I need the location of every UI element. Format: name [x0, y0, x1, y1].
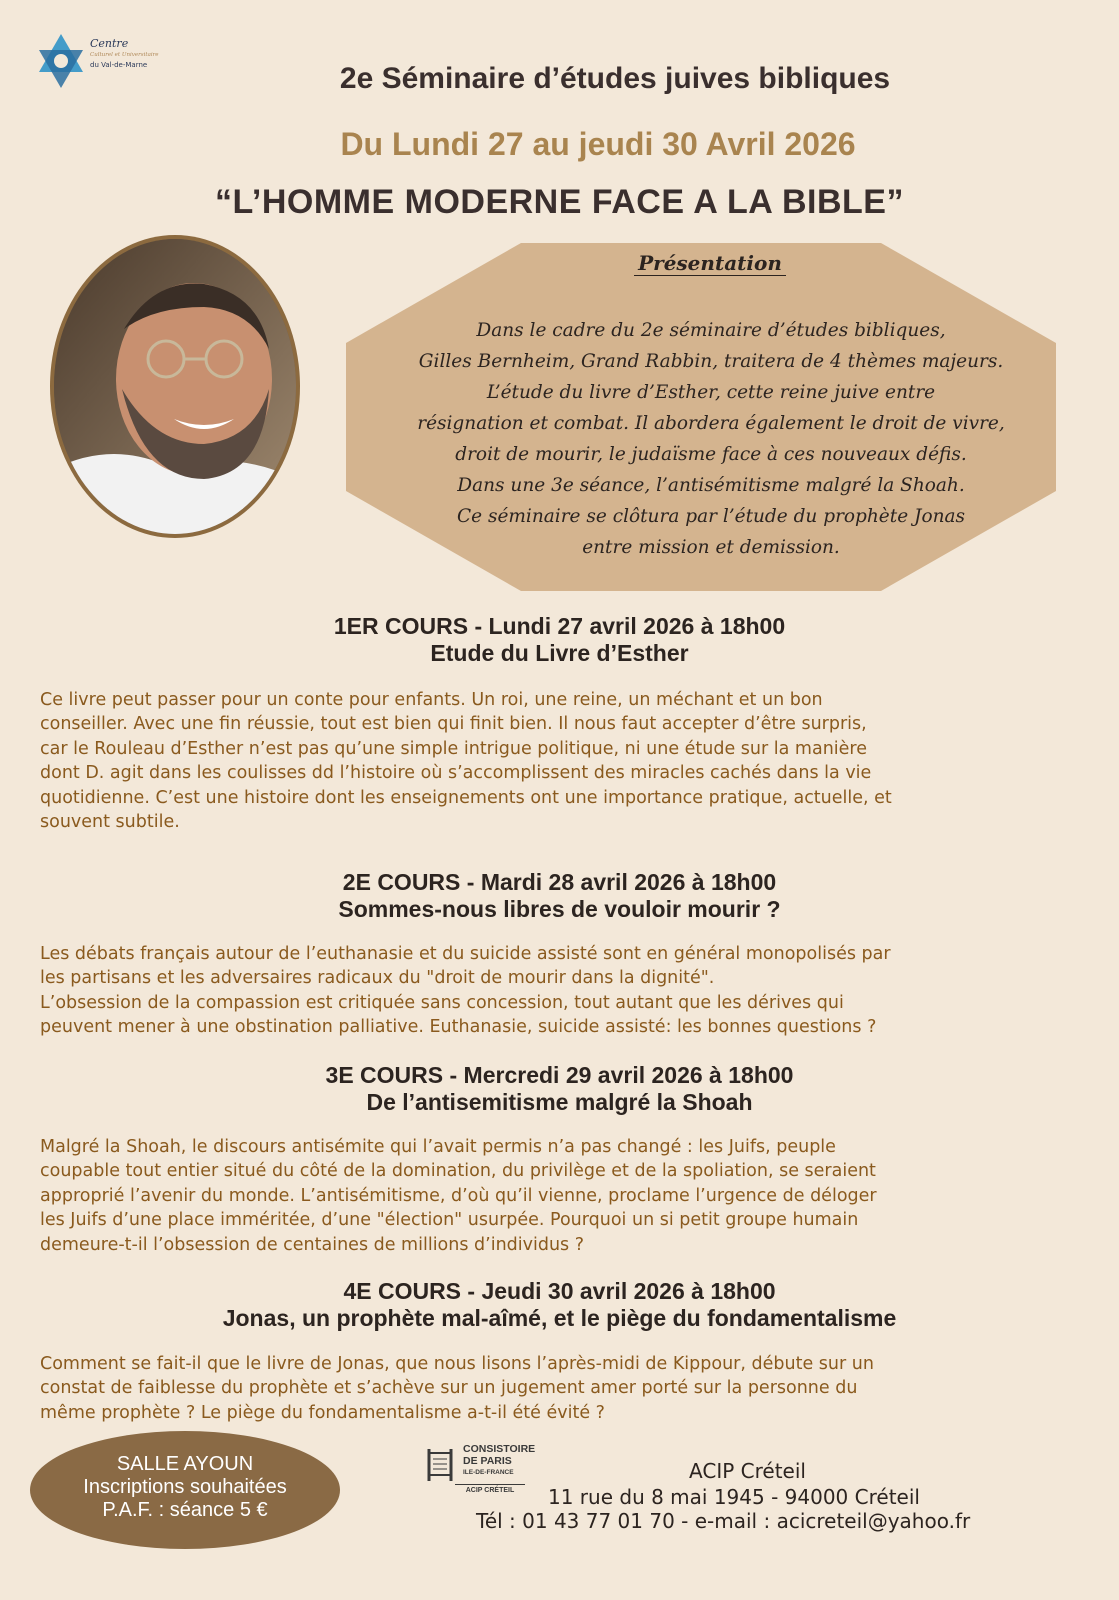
course-2-heading: 2E COURS - Mardi 28 avril 2026 à 18h00 — [342, 869, 777, 895]
consistoire-logo — [423, 1443, 563, 1503]
course-2-header — [0, 869, 1119, 923]
contact-name: ACIP Créteil — [689, 1459, 806, 1483]
course-1-line: conseiller. Avec une fin réussie, tout est bien qui finit bien. Il nous faut accepter d’être surpris, — [40, 714, 867, 735]
course-4-line: constat de faiblesse du prophète et s’achève sur un jugement amer porté sur la personne du — [40, 1378, 858, 1399]
course-3-description — [40, 1135, 1080, 1257]
course-3-line: approprié l’avenir du monde. L’antisémitisme, d’où qu’il vienne, proclame l’urgence de déloger — [40, 1185, 877, 1206]
presentation-line: droit de mourir, le judaïsme face à ces nouveaux défis. — [455, 444, 967, 465]
consistoire-region: ILE-DE-FRANCE — [463, 1469, 514, 1476]
presentation-line: Dans une 3e séance, l’antisémitisme malgré la Shoah. — [457, 475, 965, 496]
venue-name: SALLE AYOUN — [116, 1453, 254, 1475]
contact-phone-email: Tél : 01 43 77 01 70 - e-mail : acicreteil@yahoo.fr — [476, 1509, 971, 1533]
course-1-heading: 1ER COURS - Lundi 27 avril 2026 à 18h00 — [333, 613, 786, 639]
course-1-line: quotidienne. C’est une histoire dont les enseignements ont une importance pratique, actuelle, et — [40, 787, 892, 808]
course-2-description — [40, 942, 1080, 1040]
consistoire-line-2: DE PARIS — [463, 1455, 512, 1467]
course-4-line: même prophète ? Le piège du fondamentalisme a-t-il été évité ? — [40, 1402, 605, 1423]
course-2-line: les partisans et les adversaires radicaux du "droit de mourir dans la dignité". — [40, 968, 715, 989]
presentation-line: Dans le cadre du 2e séminaire d’études bibliques, — [476, 320, 946, 341]
presentation-line: Ce séminaire se clôtura par l’étude du prophète Jonas — [456, 506, 966, 527]
course-3-header — [0, 1062, 1119, 1116]
logo-line-3: du Val-de-Marne — [90, 61, 148, 69]
presentation-line: L’étude du livre d’Esther, cette reine juive entre — [486, 382, 936, 403]
course-3-line: Malgré la Shoah, le discours antisémite qui l’avait permis n’a pas changé : les Juifs, peuple — [40, 1137, 836, 1157]
portrait-illustration — [54, 239, 296, 534]
registration-note: Inscriptions souhaitées — [83, 1476, 287, 1498]
course-1-line: Ce livre peut passer pour un conte pour enfants. Un roi, une reine, un méchant et un bon — [40, 690, 823, 710]
seminar-dates: Du Lundi 27 au jeudi 30 Avril 2026 — [340, 126, 856, 162]
course-3-line: les Juifs d’une place imméritée, d’une "élection" usurpée. Pourquoi un si petit groupe humain — [40, 1210, 859, 1231]
course-4-heading: 4E COURS - Jeudi 30 avril 2026 à 18h00 — [343, 1278, 776, 1304]
course-3-line: coupable tout entier situé du côté de la domination, du privilège et de la spoliation, se seraient — [40, 1161, 876, 1182]
price-note: P.A.F. : séance 5 € — [102, 1499, 268, 1521]
presentation-heading — [346, 251, 1074, 275]
course-1-description — [40, 688, 1080, 834]
torah-scroll-icon — [423, 1445, 457, 1485]
venue-badge — [30, 1431, 340, 1549]
course-2-line: L’obsession de la compassion est critiquée sans concession, tout autant que les dérives qui — [40, 992, 844, 1013]
course-1-header — [0, 613, 1119, 667]
presentation-panel — [346, 243, 1056, 591]
logo-line-1: Centre — [90, 37, 129, 50]
presentation-line: Gilles Bernheim, Grand Rabbin, traitera de 4 thèmes majeurs. — [418, 351, 1004, 372]
presentation-text — [366, 315, 1056, 563]
course-2-subtitle: Sommes-nous libres de vouloir mourir ? — [338, 896, 781, 922]
consistoire-line-1: CONSISTOIRE — [463, 1443, 536, 1455]
consistoire-name — [463, 1443, 535, 1467]
course-1-line: car le Rouleau d’Esther n’est pas qu’une simple intrigue politique, ni une étude sur la manière — [40, 738, 867, 759]
course-3-subtitle: De l’antisemitisme malgré la Shoah — [366, 1089, 753, 1115]
course-1-subtitle: Etude du Livre d’Esther — [430, 640, 689, 666]
speaker-portrait — [50, 235, 300, 538]
logo-line-2: Culturel et Universitaire — [90, 52, 159, 58]
course-3-line: demeure-t-il l’obsession de centaines de millions d’individus ? — [40, 1234, 585, 1255]
course-4-line: Comment se fait-il que le livre de Jonas, que nous lisons l’après-midi de Kippour, débute sur un — [40, 1354, 874, 1374]
course-4-header — [0, 1278, 1119, 1332]
course-2-line: peuvent mener à une obstination palliative. Euthanasie, suicide assisté: les bonnes questions ? — [40, 1017, 877, 1038]
consistoire-branch: ACIP CRÉTEIL — [455, 1484, 525, 1494]
contact-address: 11 rue du 8 mai 1945 - 94000 Créteil — [548, 1485, 920, 1509]
course-1-line: souvent subtile. — [40, 812, 180, 833]
course-1-line: dont D. agit dans les coulisses dd l’histoire où s’accomplissent des miracles cachés dans la vie — [40, 763, 872, 784]
course-2-line: Les débats français autour de l’euthanasie et du suicide assisté sont en général monopolisés par — [40, 944, 891, 964]
course-4-description — [40, 1352, 1080, 1425]
seminar-title: 2e Séminaire d’études juives bibliques — [339, 62, 891, 95]
presentation-line: résignation et combat. Il abordera également le droit de vivre, — [417, 413, 1005, 434]
course-3-heading: 3E COURS - Mercredi 29 avril 2026 à 18h00 — [325, 1062, 794, 1088]
presentation-heading-text: Présentation — [634, 251, 786, 276]
seminar-theme: “L’HOMME MODERNE FACE A LA BIBLE” — [215, 183, 904, 221]
course-4-subtitle: Jonas, un prophète mal-aîmé, et le piège du fondamentalisme — [222, 1305, 897, 1331]
presentation-line: entre mission et demission. — [582, 537, 840, 558]
